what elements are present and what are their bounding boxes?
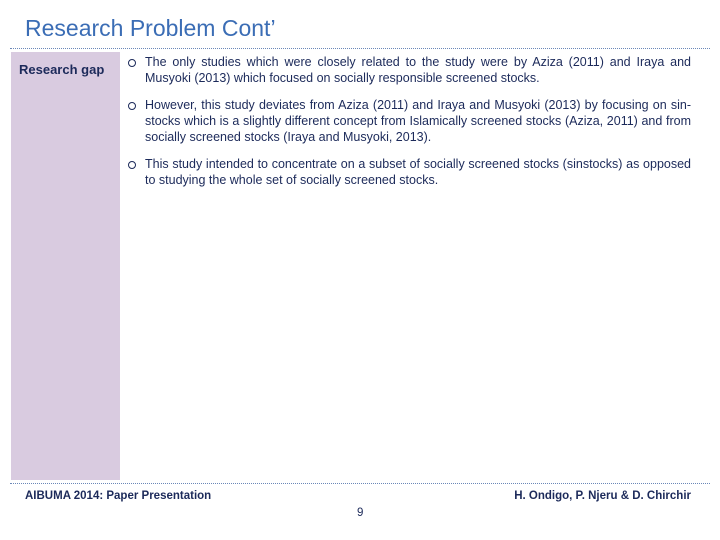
bullet-list	[128, 54, 691, 199]
bullet-icon	[128, 102, 136, 110]
footer-authors: H. Ondigo, P. Njeru & D. Chirchir	[514, 490, 691, 502]
bullet-text: This study intended to concentrate on a subset of socially screened stocks (sinstocks) as opposed to studying the whole set of socially screened stocks.	[145, 157, 691, 187]
title-divider	[10, 48, 710, 49]
section-label: Research gap	[19, 62, 105, 77]
bullet-item	[128, 54, 691, 86]
slide-title: Research Problem Cont’	[25, 15, 276, 41]
bullet-icon	[128, 59, 136, 67]
section-label-band	[11, 52, 120, 480]
bullet-item	[128, 97, 691, 145]
bullet-text: The only studies which were closely related to the study were by Aziza (2011) and Iraya and Musyoki (2013) which focused on socially responsible screened stocks.	[145, 55, 691, 85]
bullet-text: However, this study deviates from Aziza (2011) and Iraya and Musyoki (2013) by focusing on sin-stocks which is a slightly different concept from Islamically screened stocks (Aziza, 2011) and from socially screened stocks (Iraya and Musyoki, 2013).	[145, 98, 691, 144]
footer-conference: AIBUMA 2014: Paper Presentation	[25, 490, 212, 502]
bullet-icon	[128, 161, 136, 169]
page-number: 9	[357, 507, 364, 519]
footer-divider	[10, 483, 710, 484]
bullet-item	[128, 156, 691, 188]
